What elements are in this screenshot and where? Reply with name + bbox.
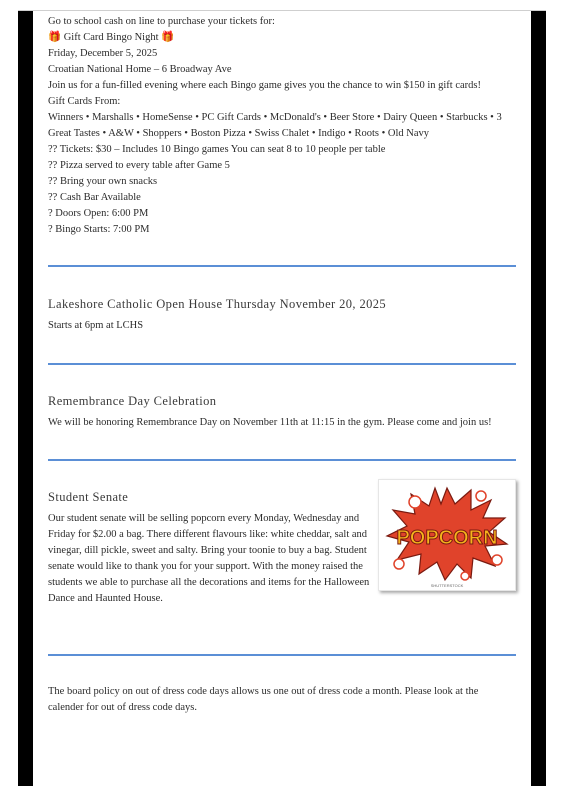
- popcorn-logo-text: POPCORN: [396, 527, 498, 549]
- section-divider: [48, 363, 516, 365]
- popcorn-kernel-icon: [476, 491, 486, 501]
- open-house-title: Lakeshore Catholic Open House Thursday November 20, 2025: [48, 297, 387, 311]
- bingo-section: [48, 14, 516, 238]
- top-edge-line: [18, 10, 546, 11]
- open-house-section: [48, 296, 516, 334]
- student-senate-title: Student Senate: [48, 490, 129, 504]
- student-senate-section: [48, 489, 516, 652]
- section-divider: [48, 459, 516, 461]
- popcorn-burst-graphic: [379, 480, 515, 584]
- bingo-intro: Go to school cash on line to purchase your tickets for:: [48, 16, 275, 27]
- bingo-venue: Croatian National Home – 6 Broadway Ave: [48, 64, 232, 75]
- bingo-detail-tickets: ?? Tickets: $30 – Includes 10 Bingo games You can seat 8 to 10 people per table: [48, 144, 386, 155]
- image-caption: SHUTTERSTOCK: [430, 583, 464, 588]
- bingo-event-name: 🎁 Gift Card Bingo Night 🎁: [48, 32, 175, 43]
- remembrance-title: Remembrance Day Celebration: [48, 394, 217, 408]
- newsletter-page: [48, 14, 516, 716]
- bingo-detail-snacks: ?? Bring your own snacks: [48, 176, 158, 187]
- bingo-date: Friday, December 5, 2025: [48, 48, 158, 59]
- popcorn-kernel-icon: [492, 555, 502, 565]
- bingo-detail-bar: ?? Cash Bar Available: [48, 192, 141, 203]
- right-border-bar: [531, 10, 546, 786]
- popcorn-image: [378, 479, 516, 591]
- dress-code-body: The board policy on out of dress code days allows us one out of dress code a month. Please look at the calender for out of dress code days.: [48, 686, 479, 713]
- bingo-detail-doors: ? Doors Open: 6:00 PM: [48, 208, 149, 219]
- gift-cards-heading: Gift Cards From:: [48, 96, 121, 107]
- bingo-description: Join us for a fun-filled evening where each Bingo game gives you the chance to win $150 in gift cards!: [48, 80, 481, 91]
- open-house-body: Starts at 6pm at LCHS: [48, 320, 144, 331]
- remembrance-section: [48, 393, 516, 431]
- student-senate-body: Our student senate will be selling popcorn every Monday, Wednesday and Friday for $2.00 a bag. There different flavours like: white cheddar, salt and vinegar, dill pickle, sweet and salty. Bring your toonie to buy a bag. Student senate would like to thank you for your support. With the money raised the students we able to purchase all the decorations and items for the Halloween Dance and Haunted House.: [48, 513, 370, 604]
- remembrance-body: We will be honoring Remembrance Day on November 11th at 11:15 in the gym. Please come and join us!: [48, 417, 492, 428]
- left-border-bar: [18, 10, 33, 786]
- dress-code-section: [48, 684, 516, 716]
- popcorn-kernel-icon: [409, 496, 421, 508]
- bingo-detail-start: ? Bingo Starts: 7:00 PM: [48, 224, 150, 235]
- gift-cards-list: Winners • Marshalls • HomeSense • PC Gift Cards • McDonald's • Beer Store • Dairy Queen • Starbucks • 3 Great Tastes • A&W • Shoppers • Boston Pizza • Swiss Chalet • Indigo • Roots • Old Navy: [48, 112, 502, 139]
- popcorn-kernel-icon: [461, 572, 469, 580]
- section-divider: [48, 654, 516, 656]
- bingo-detail-pizza: ?? Pizza served to every table after Game 5: [48, 160, 230, 171]
- popcorn-kernel-icon: [394, 559, 404, 569]
- section-divider: [48, 265, 516, 267]
